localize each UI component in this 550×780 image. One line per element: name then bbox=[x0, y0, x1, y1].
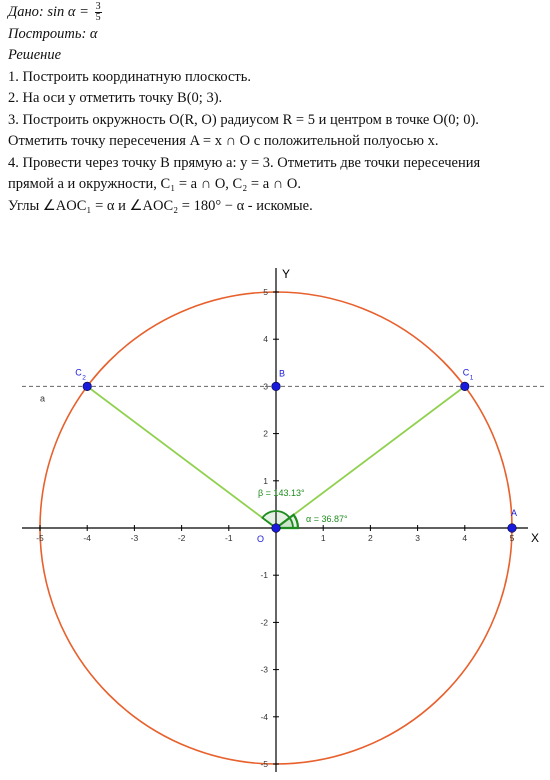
build-target: α bbox=[89, 25, 98, 42]
point-c2-subscript: 2 bbox=[82, 374, 86, 382]
solution-label: Решение bbox=[8, 47, 62, 63]
y-tick-label: 1 bbox=[263, 475, 268, 486]
x-tick-label: 4 bbox=[462, 533, 468, 543]
y-tick-label: -2 bbox=[260, 617, 268, 628]
point bbox=[461, 382, 470, 391]
line-a-label: a bbox=[40, 393, 46, 404]
point-c1-subscript: 1 bbox=[469, 374, 474, 382]
y-tick-label: -4 bbox=[260, 711, 268, 722]
given-label: Дано bbox=[8, 4, 39, 20]
y-tick-label: 2 bbox=[263, 428, 268, 439]
y-tick-label: -5 bbox=[260, 759, 268, 769]
build-line: Построить: α bbox=[8, 25, 98, 42]
x-tick-label: -2 bbox=[177, 533, 186, 543]
y-tick-label: 3 bbox=[263, 381, 268, 392]
step-4: 4. Провести через точку B прямую a: y = 3. Отметить две точки пересечения bbox=[8, 154, 481, 171]
angle-alpha-label: α = 36.87° bbox=[306, 514, 348, 524]
fraction-denominator: 5 bbox=[95, 12, 101, 24]
build-label: Построить bbox=[8, 25, 82, 42]
point-c1-label: C bbox=[462, 367, 470, 378]
step-3: 3. Построить окружность O(R, O) радиусом R = 5 и центром в точке O(0; 0). bbox=[8, 111, 479, 128]
step-4-cont: прямой a и окружности, C₁ = a ∩ O, C₂ = a ∩ O. bbox=[8, 176, 301, 192]
x-tick-label: 5 bbox=[509, 533, 515, 543]
point-b-label: B bbox=[279, 368, 286, 379]
y-tick-label: 4 bbox=[263, 334, 268, 345]
point bbox=[83, 382, 92, 391]
x-tick-label: -4 bbox=[83, 533, 91, 543]
angle-beta-label: β = 143.13° bbox=[258, 488, 305, 498]
x-tick-label: 3 bbox=[415, 533, 420, 543]
x-tick-label: -1 bbox=[225, 533, 233, 543]
step-1: 1. Построить координатную плоскость. bbox=[8, 68, 251, 85]
x-tick-label: -5 bbox=[36, 533, 44, 543]
y-axis-label: Y bbox=[282, 267, 291, 281]
answer-line: Углы ∠AOC₁ = α и ∠AOC₂ = 180° − α - искомые. bbox=[8, 197, 313, 214]
origin-label: O bbox=[257, 534, 265, 544]
x-tick-label: -3 bbox=[130, 533, 139, 543]
segment-oc1 bbox=[276, 386, 465, 528]
x-axis-label: X bbox=[531, 531, 540, 545]
point bbox=[272, 382, 281, 391]
step-3-cont: Отметить точку пересечения A = x ∩ O с положительной полуосью x. bbox=[8, 133, 439, 149]
segment-oc2 bbox=[87, 386, 276, 528]
y-tick-label: -3 bbox=[260, 664, 268, 675]
x-tick-label: 1 bbox=[320, 533, 326, 543]
fraction-numerator: 3 bbox=[95, 1, 101, 13]
y-tick-label: -1 bbox=[260, 570, 268, 581]
point bbox=[272, 524, 281, 533]
given-expression: sin α = bbox=[47, 4, 89, 20]
y-tick-label: 5 bbox=[263, 287, 268, 297]
step-2: 2. На оси y отметить точку B(0; 3). bbox=[8, 90, 223, 106]
point-a-label: A bbox=[511, 508, 518, 518]
given-line: Дано: sin α = $\frac{3}{5}$ bbox=[8, 1, 101, 24]
x-tick-label: 2 bbox=[368, 533, 373, 543]
point bbox=[508, 524, 517, 533]
point-c2-label: C bbox=[75, 367, 82, 378]
